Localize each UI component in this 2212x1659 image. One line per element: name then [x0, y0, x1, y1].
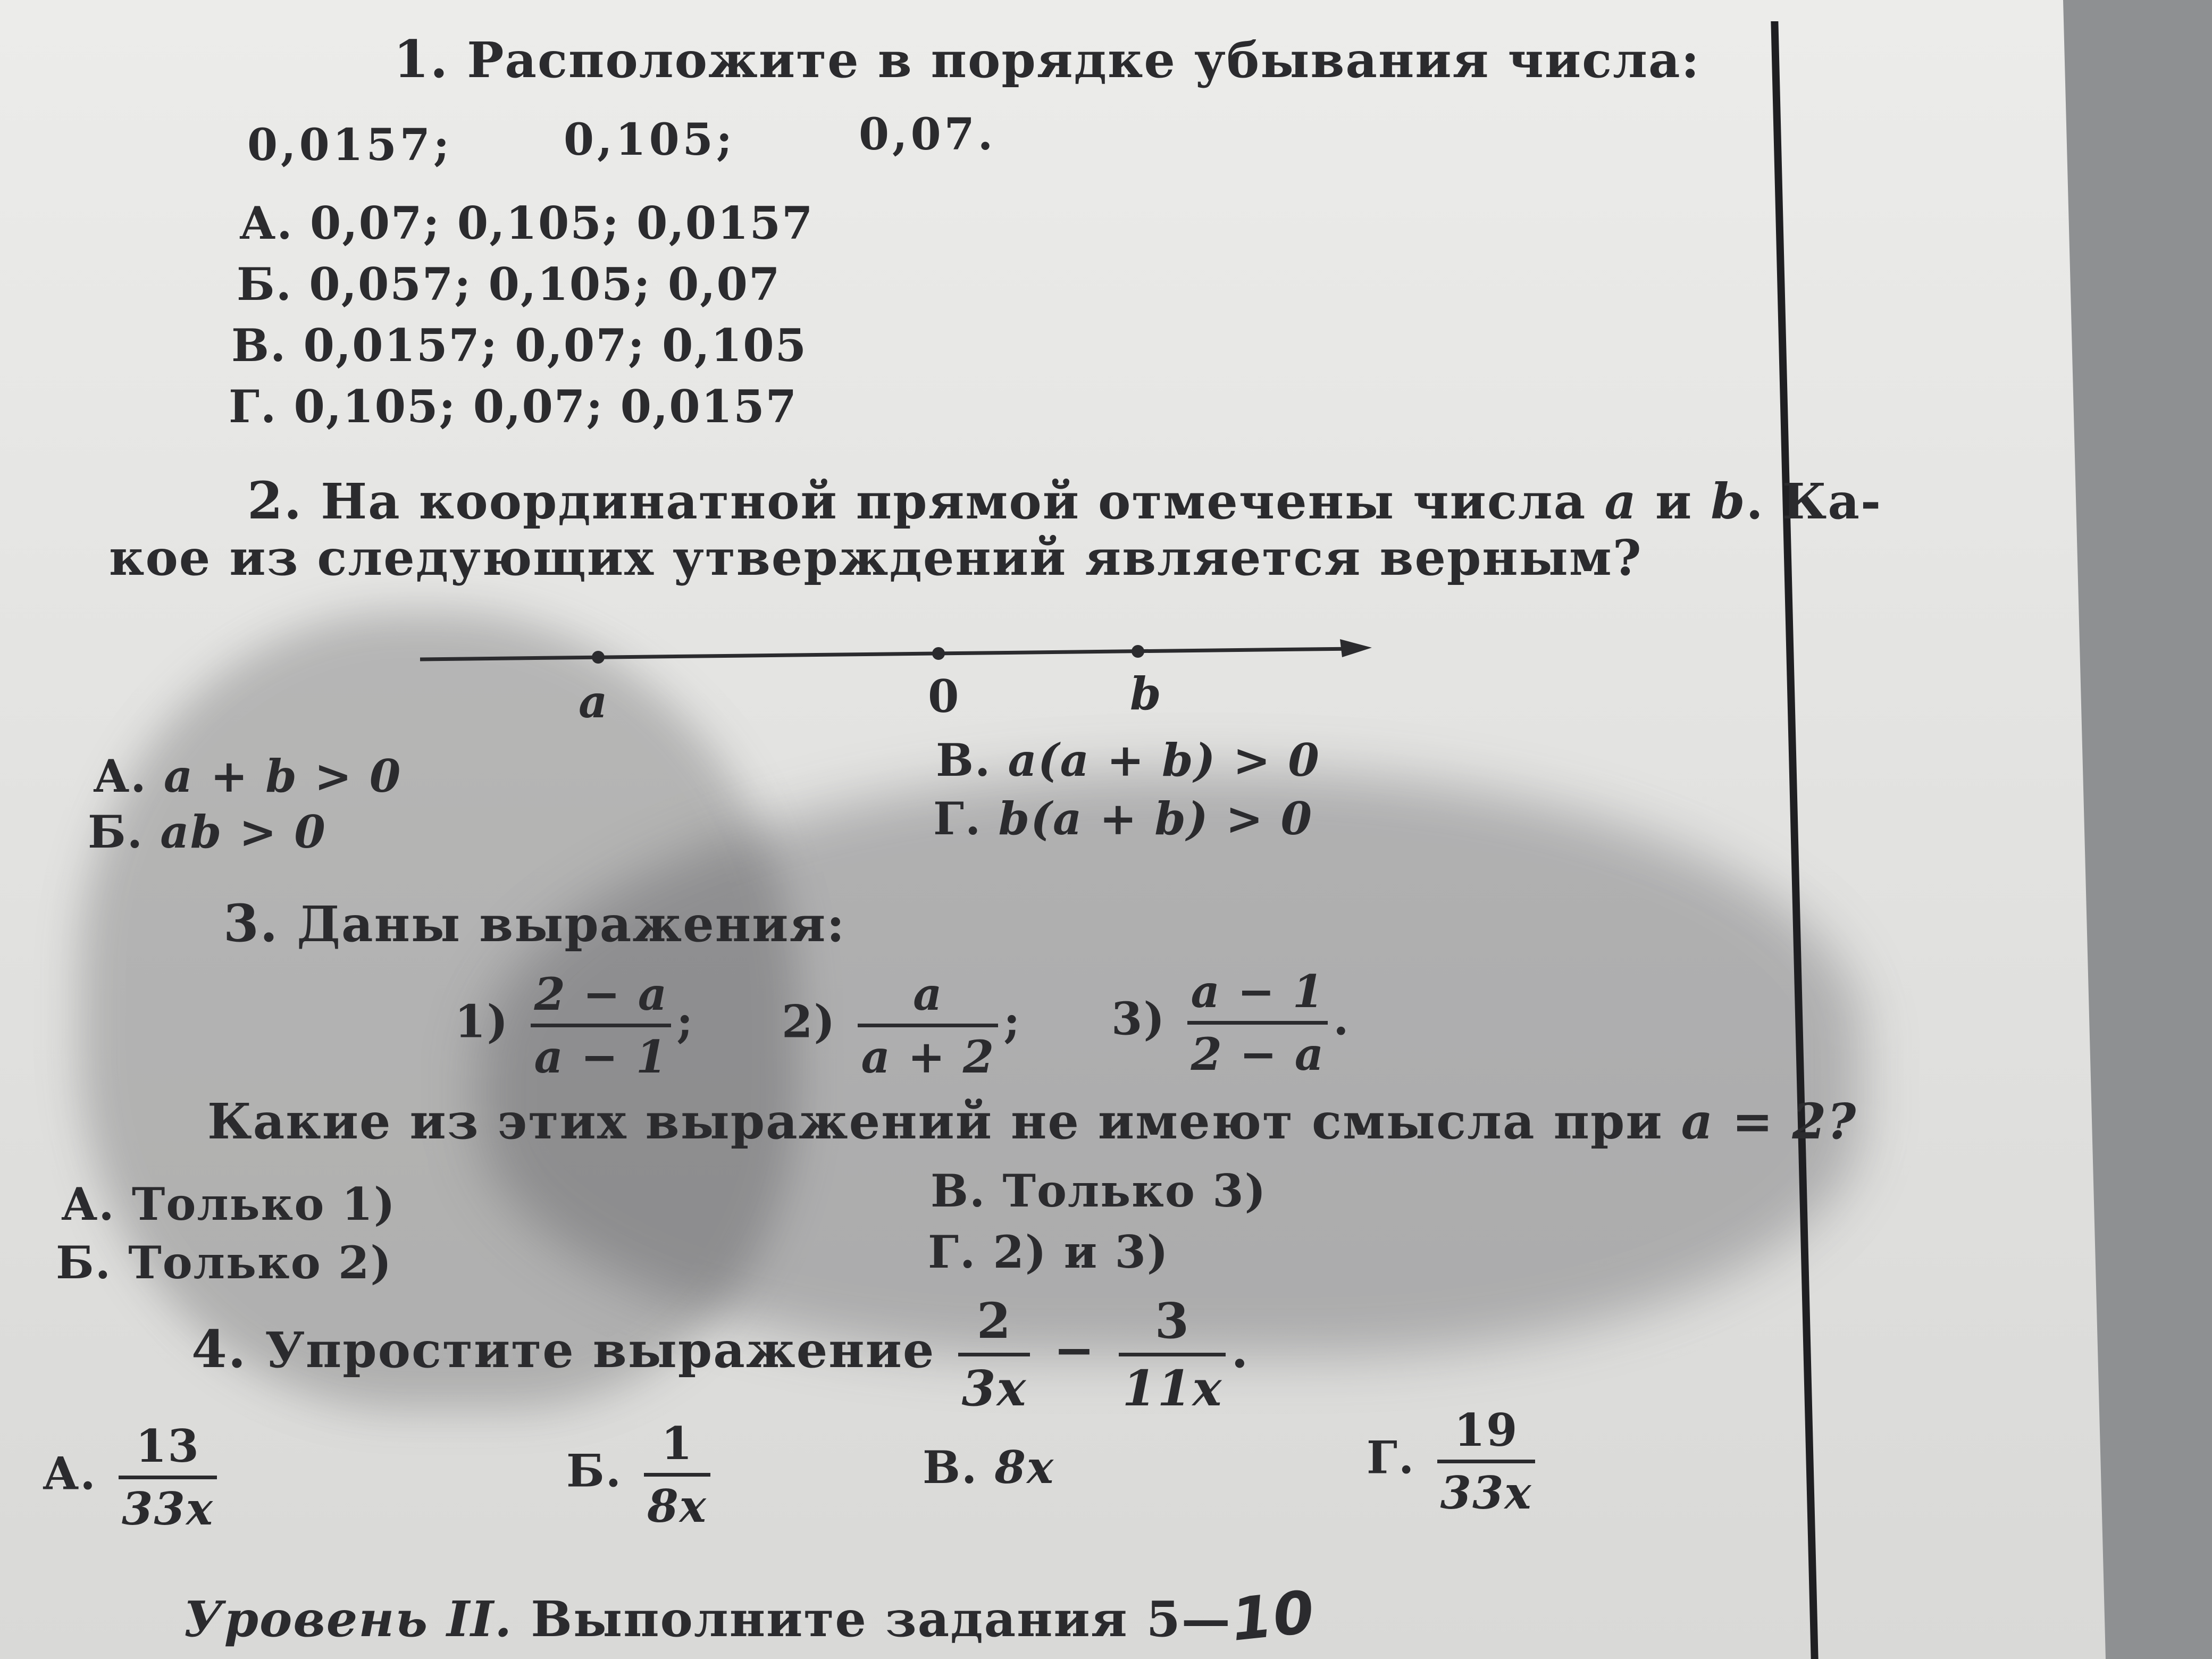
q1-number: 1. [393, 29, 449, 89]
q2-line-1-end: . Ка- [1746, 473, 1882, 530]
point-b [1132, 645, 1144, 658]
q1-option-a: А. 0,07; 0,105; 0,0157 [239, 197, 814, 249]
q3-option-a: А. Только 1) [61, 1178, 396, 1230]
footer-level: Уровень II. [183, 1590, 513, 1648]
q4-number: 4. [191, 1319, 247, 1380]
q3-number: 3. [223, 893, 279, 953]
q2-option-g: Г. b(a + b) > 0 [933, 792, 1313, 845]
axis-label-a: a [579, 675, 609, 728]
number-line-arrow [1340, 639, 1372, 657]
q2-var-b: b [1711, 473, 1746, 530]
q3-option-b: Б. Только 2) [56, 1236, 393, 1289]
q1-option-v: В. 0,0157; 0,07; 0,105 [231, 319, 808, 372]
q3-expression-3: 3) $\frac{a - 1}{2 - a}$ . [1111, 965, 1350, 1080]
q1-number-2: 0,105; [564, 114, 736, 165]
q4-option-b: Б. $\frac{1}{8x}$ [566, 1417, 716, 1532]
q2-var-a: a [1604, 473, 1637, 530]
q4-option-a: А. $\frac{13}{33x}$ [43, 1420, 222, 1535]
point-zero [932, 647, 945, 660]
q1-number-3: 0,07. [859, 109, 996, 160]
q3-expression-2: 2) $\frac{a}{a + 2}$ ; [782, 968, 1021, 1083]
q2-option-b: Б. ab > 0 [88, 806, 326, 858]
q3-title [223, 893, 845, 953]
number-line-axis [420, 649, 1356, 659]
q2-number: 2. [247, 471, 303, 531]
q1-option-b: Б. 0,057; 0,105; 0,07 [237, 258, 781, 311]
q1-number-1: 0,0157; [247, 120, 453, 171]
q4-text: Упростите выражение [265, 1321, 935, 1379]
q2-option-a: А. a + b > 0 [93, 750, 402, 802]
q4-fraction-2: $\frac{3}{11x}$ [1119, 1292, 1226, 1417]
q1-title [393, 29, 1700, 89]
q4-title: 4. Упростите выражение $\frac{2}{3x}$ − $\frac{3}{11x}$ . [191, 1292, 1250, 1417]
q3-expression-1: 1) $\frac{2 - a}{a - 1}$ ; [455, 968, 694, 1083]
q3-option-v: В. Только 3) [931, 1164, 1267, 1217]
number-line [420, 633, 1377, 739]
footer-text: Выполните задания 5— [531, 1590, 1231, 1648]
q2-line-2: кое из следующих утверждений является верным? [109, 529, 1643, 586]
q2-and: и [1655, 473, 1693, 530]
q2-line-1 [247, 471, 1882, 531]
q2-text: На координатной прямой отмечены числа [321, 473, 1587, 530]
q1-text: Расположите в порядке убывания числа: [467, 31, 1700, 89]
footer-level-line [183, 1578, 1319, 1654]
q3-question: Какие из этих выражений не имеют смысла при a = 2? [207, 1093, 1857, 1150]
q3-text: Даны выражения: [297, 895, 846, 953]
q4-fraction-1: $\frac{2}{3x}$ [958, 1292, 1030, 1417]
handwritten-number: 10 [1228, 1578, 1319, 1654]
q2-option-v: В. a(a + b) > 0 [936, 734, 1320, 786]
q4-option-g: Г. $\frac{19}{33x}$ [1367, 1404, 1540, 1519]
q3-option-g: Г. 2) и 3) [928, 1226, 1169, 1278]
axis-label-b: b [1130, 667, 1162, 720]
q1-option-g: Г. 0,105; 0,07; 0,0157 [229, 380, 798, 433]
q4-option-v: В. 8x [923, 1441, 1055, 1494]
point-a [592, 651, 605, 664]
axis-label-zero: 0 [928, 670, 960, 723]
